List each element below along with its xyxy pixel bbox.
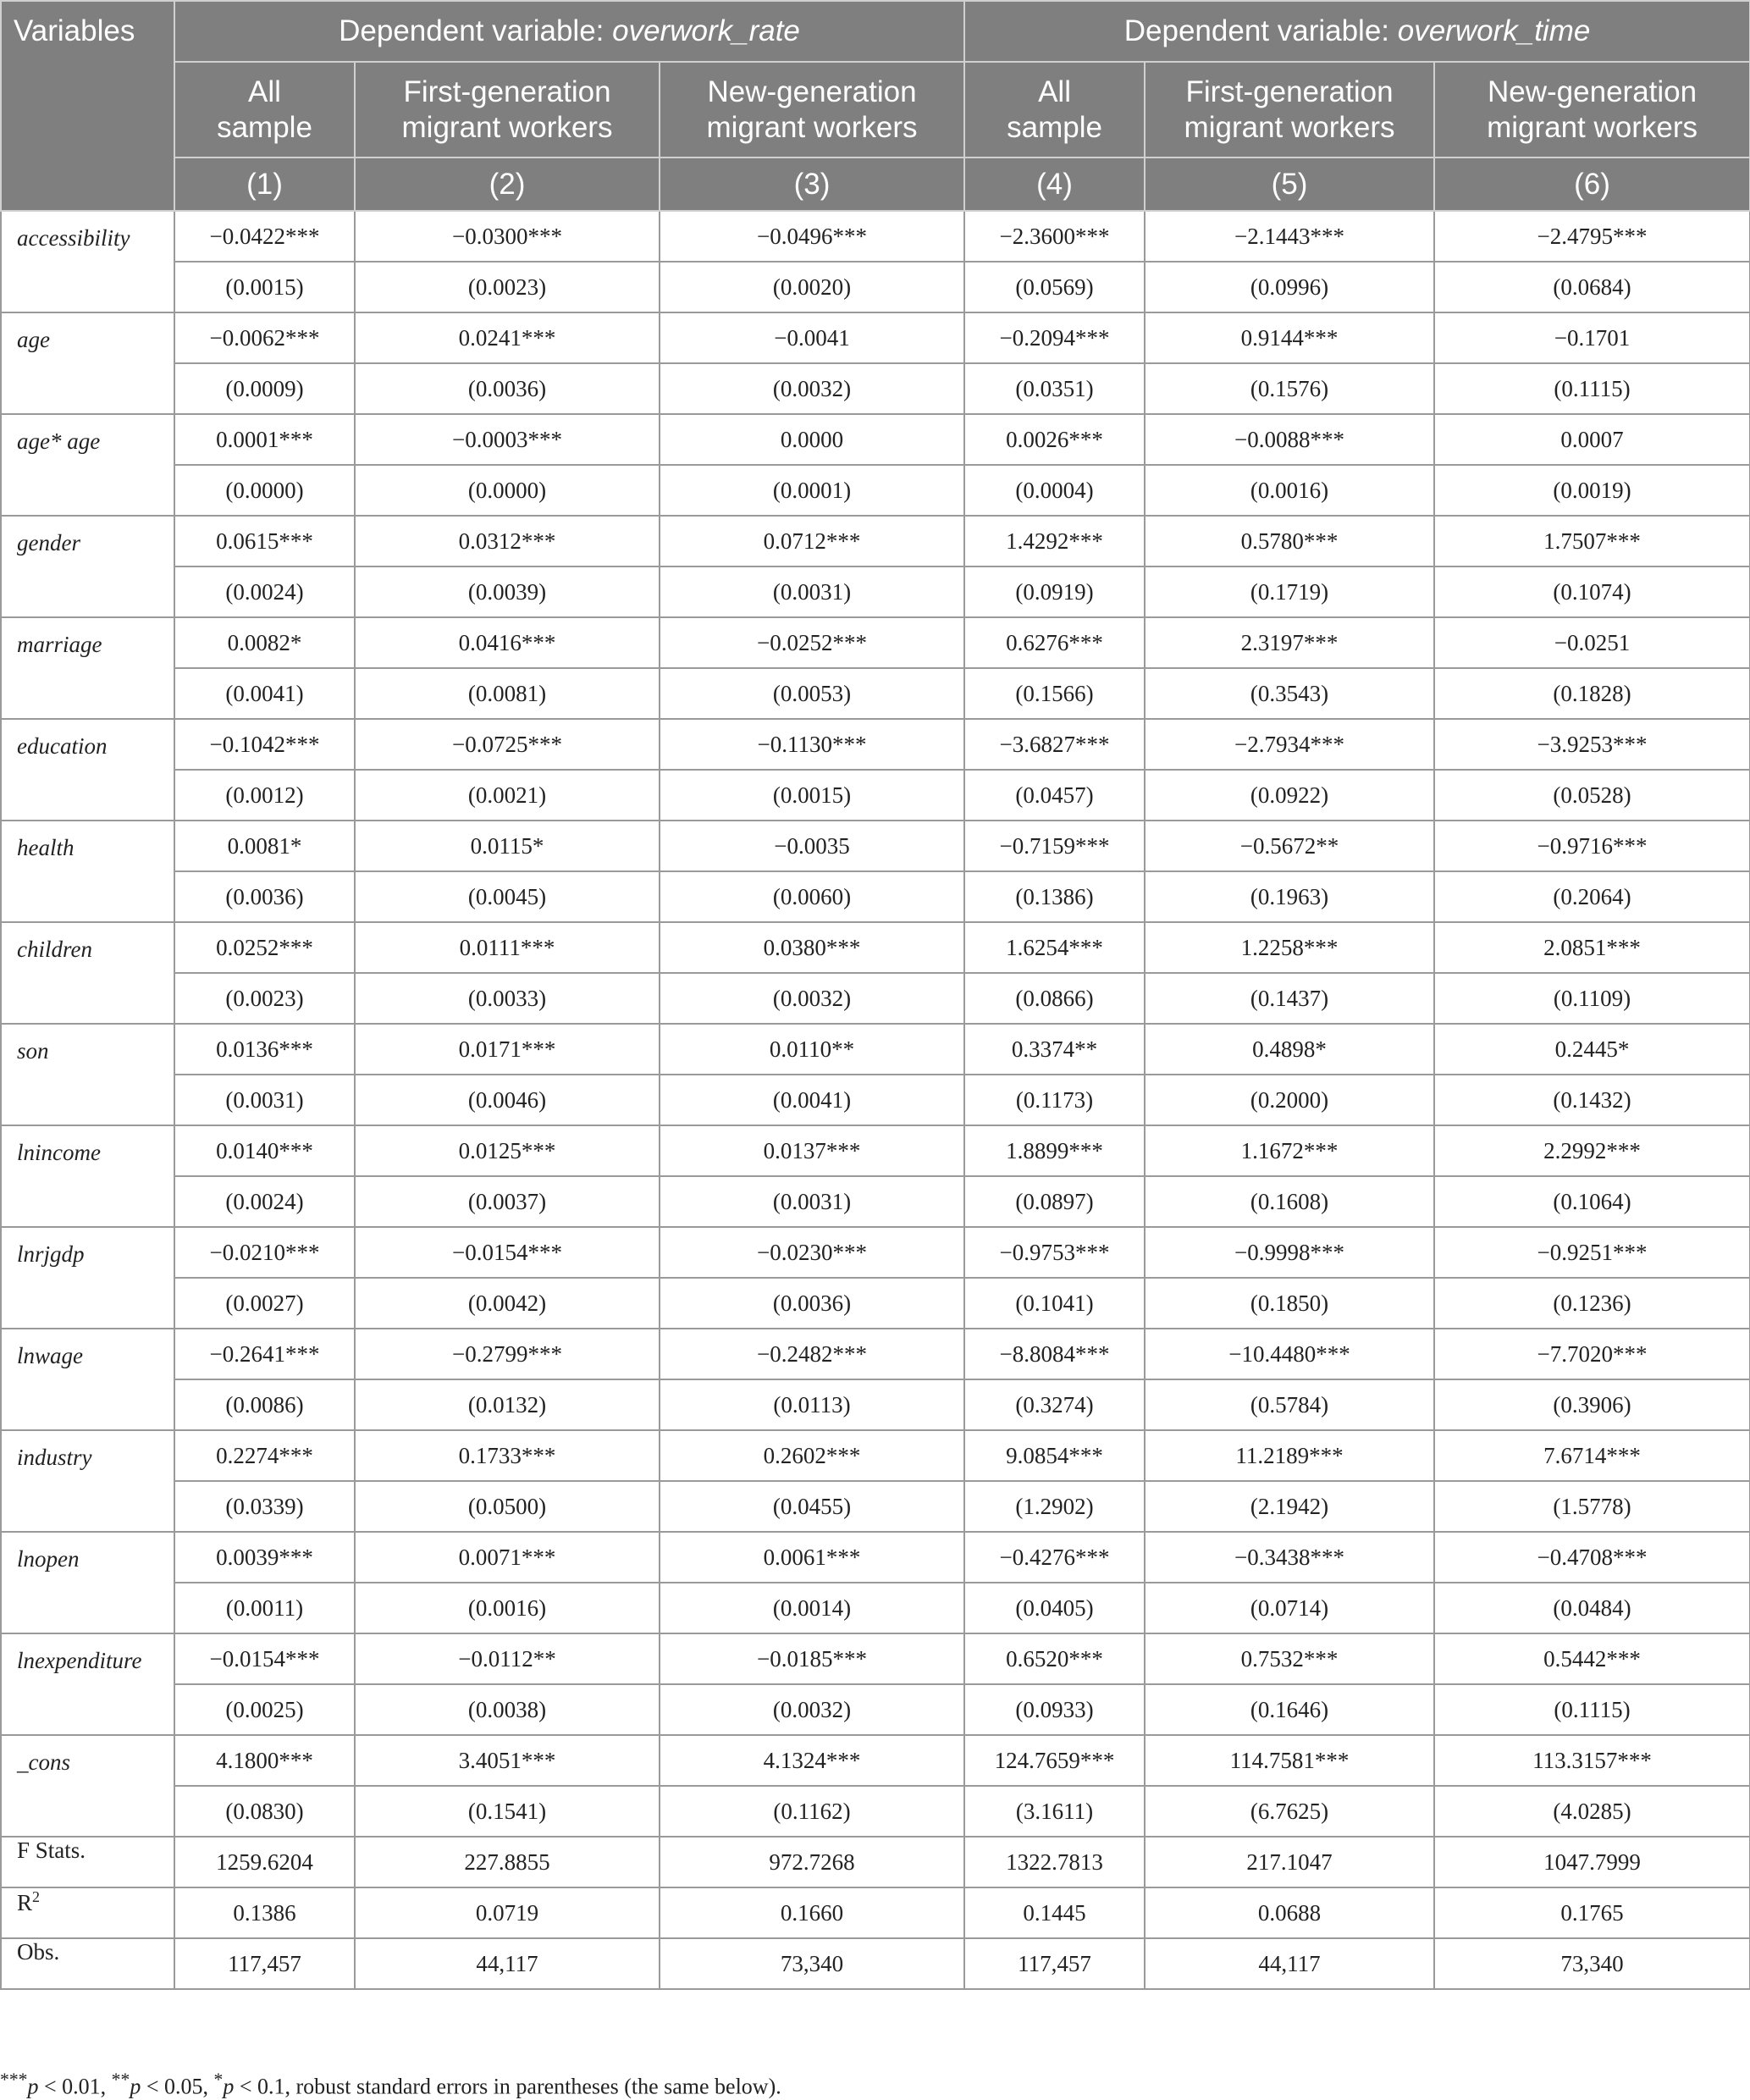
se-cell: (0.1386) [964,871,1145,922]
coef-cell: 1.4292*** [964,516,1145,566]
coef-cell: −0.1042*** [174,719,355,770]
se-row [1,1583,1750,1633]
coef-cell: 124.7659*** [964,1735,1145,1786]
coef-cell: −0.1130*** [660,719,964,770]
se-row [1,973,1750,1024]
coef-cell: 0.0171*** [355,1024,660,1075]
se-cell: (0.1236) [1434,1278,1750,1329]
coef-cell: 11.2189*** [1145,1430,1434,1481]
coef-cell: 0.0241*** [355,312,660,363]
coef-cell: −0.0210*** [174,1227,355,1278]
coef-cell: 0.0252*** [174,922,355,973]
se-row [1,770,1750,821]
header-row-subgroups [1,62,1750,158]
se-cell: (2.1942) [1145,1481,1434,1532]
se-cell: (0.1074) [1434,566,1750,617]
se-cell: (0.0046) [355,1075,660,1125]
coef-cell: 0.0136*** [174,1024,355,1075]
se-cell: (0.1162) [660,1786,964,1837]
coef-cell: −0.9998*** [1145,1227,1434,1278]
se-cell: (0.1064) [1434,1176,1750,1227]
se-cell: (0.0919) [964,566,1145,617]
coef-cell: −0.9716*** [1434,821,1750,871]
coef-cell: −0.1701 [1434,312,1750,363]
se-cell: (0.0027) [174,1278,355,1329]
column-number: (4) [964,158,1145,211]
stat-cell: 972.7268 [660,1837,964,1887]
stat-name: Obs. [1,1938,174,1989]
coef-cell: 0.0026*** [964,414,1145,465]
coef-cell: −0.3438*** [1145,1532,1434,1583]
se-cell: (0.0014) [660,1583,964,1633]
column-number: (2) [355,158,660,211]
coef-cell: −10.4480*** [1145,1329,1434,1379]
coef-cell: −2.7934*** [1145,719,1434,770]
se-cell: (0.0714) [1145,1583,1434,1633]
stat-cell: 73,340 [1434,1938,1750,1989]
se-cell: (0.1576) [1145,363,1434,414]
coef-row [1,1024,1750,1075]
subgroup-header: New-generation migrant workers [660,62,964,158]
coef-cell: 3.4051*** [355,1735,660,1786]
se-cell: (0.3274) [964,1379,1145,1430]
se-cell: (0.1608) [1145,1176,1434,1227]
coef-row [1,719,1750,770]
coef-cell: −0.2799*** [355,1329,660,1379]
coef-cell: −0.4276*** [964,1532,1145,1583]
se-cell: (0.1850) [1145,1278,1434,1329]
se-cell: (0.0041) [660,1075,964,1125]
coef-cell: −0.9251*** [1434,1227,1750,1278]
coef-cell: 4.1800*** [174,1735,355,1786]
stat-cell: 0.0719 [355,1887,660,1938]
coef-cell: −2.3600*** [964,211,1145,262]
coef-cell: −0.2641*** [174,1329,355,1379]
se-cell: (0.0132) [355,1379,660,1430]
se-cell: (0.0001) [660,465,964,516]
coef-cell: 9.0854*** [964,1430,1145,1481]
coef-row [1,821,1750,871]
se-row [1,1786,1750,1837]
coef-cell: −0.9753*** [964,1227,1145,1278]
se-cell: (0.0036) [660,1278,964,1329]
se-cell: (0.3906) [1434,1379,1750,1430]
variable-name: age* age [1,414,174,516]
se-cell: (0.0023) [174,973,355,1024]
coef-cell: 0.0000 [660,414,964,465]
coef-cell: −3.9253*** [1434,719,1750,770]
se-cell: (0.0042) [355,1278,660,1329]
se-cell: (1.2902) [964,1481,1145,1532]
coef-cell: −0.0230*** [660,1227,964,1278]
se-cell: (0.5784) [1145,1379,1434,1430]
stat-cell: 217.1047 [1145,1837,1434,1887]
coef-cell: −0.2094*** [964,312,1145,363]
coef-cell: 0.0001*** [174,414,355,465]
coef-row [1,922,1750,973]
coef-cell: 0.0039*** [174,1532,355,1583]
coef-cell: 2.2992*** [1434,1125,1750,1176]
coef-cell: 0.0125*** [355,1125,660,1176]
stat-cell: 0.1445 [964,1887,1145,1938]
coef-cell: −0.0088*** [1145,414,1434,465]
se-cell: (0.0036) [174,871,355,922]
coef-cell: 0.0082* [174,617,355,668]
coef-cell: 0.0110** [660,1024,964,1075]
coef-cell: −0.0035 [660,821,964,871]
coef-cell: −0.0251 [1434,617,1750,668]
se-row [1,1176,1750,1227]
coef-cell: 0.0081* [174,821,355,871]
se-cell: (0.0405) [964,1583,1145,1633]
variable-name: lnexpenditure [1,1633,174,1735]
stat-cell: 0.1765 [1434,1887,1750,1938]
coef-cell: 0.0071*** [355,1532,660,1583]
variables-header: Variables [1,1,174,211]
se-cell: (0.0009) [174,363,355,414]
coef-cell: 2.0851*** [1434,922,1750,973]
se-cell: (0.0484) [1434,1583,1750,1633]
se-cell: (0.0060) [660,871,964,922]
se-cell: (0.0033) [355,973,660,1024]
coef-cell: 0.2445* [1434,1024,1750,1075]
se-cell: (1.5778) [1434,1481,1750,1532]
coef-cell: 0.0007 [1434,414,1750,465]
se-row [1,1278,1750,1329]
coef-cell: 0.4898* [1145,1024,1434,1075]
stat-cell: 117,457 [964,1938,1145,1989]
se-cell: (0.0455) [660,1481,964,1532]
se-row [1,871,1750,922]
coef-row [1,211,1750,262]
stat-cell: 0.0688 [1145,1887,1434,1938]
coef-row [1,1735,1750,1786]
stat-cell: 0.1660 [660,1887,964,1938]
coef-cell: 0.0061*** [660,1532,964,1583]
se-cell: (0.0032) [660,363,964,414]
se-cell: (0.1109) [1434,973,1750,1024]
coef-cell: 1.7507*** [1434,516,1750,566]
se-cell: (0.1432) [1434,1075,1750,1125]
variable-name: gender [1,516,174,617]
se-cell: (0.0339) [174,1481,355,1532]
se-cell: (0.0015) [174,262,355,312]
variable-name: age [1,312,174,414]
coef-cell: 0.0416*** [355,617,660,668]
stat-name: $R^2$ [1,1887,174,1938]
coef-cell: 0.5442*** [1434,1633,1750,1684]
coef-cell: −3.6827*** [964,719,1145,770]
coef-cell: 0.0312*** [355,516,660,566]
se-cell: (0.0000) [174,465,355,516]
stats-row [1,1938,1750,1989]
variable-name: son [1,1024,174,1125]
coef-cell: −0.0185*** [660,1633,964,1684]
coef-row [1,312,1750,363]
se-cell: (0.2064) [1434,871,1750,922]
se-cell: (0.1828) [1434,668,1750,719]
subgroup-header: All sample [174,62,355,158]
coef-cell: −0.0725*** [355,719,660,770]
coef-cell: −2.4795*** [1434,211,1750,262]
se-cell: (0.0500) [355,1481,660,1532]
stat-cell: 1322.7813 [964,1837,1145,1887]
variable-name: industry [1,1430,174,1532]
se-cell: (0.0032) [660,1684,964,1735]
stat-cell: 73,340 [660,1938,964,1989]
variable-name: lnopen [1,1532,174,1633]
coef-cell: 1.1672*** [1145,1125,1434,1176]
coef-cell: 0.0137*** [660,1125,964,1176]
coef-row [1,1227,1750,1278]
variable-name: marriage [1,617,174,719]
coef-cell: −7.7020*** [1434,1329,1750,1379]
se-cell: (0.0081) [355,668,660,719]
se-cell: (0.3543) [1145,668,1434,719]
coef-cell: 2.3197*** [1145,617,1434,668]
coef-cell: −0.0154*** [355,1227,660,1278]
coef-cell: 0.2602*** [660,1430,964,1481]
stat-name: F Stats. [1,1837,174,1887]
se-row [1,1379,1750,1430]
se-row [1,566,1750,617]
coef-cell: −2.1443*** [1145,211,1434,262]
coef-cell: −0.0154*** [174,1633,355,1684]
se-cell: (0.1541) [355,1786,660,1837]
coef-row [1,1633,1750,1684]
se-cell: (0.1719) [1145,566,1434,617]
table-header [1,1,1750,211]
stat-cell: 117,457 [174,1938,355,1989]
coef-cell: −0.5672** [1145,821,1434,871]
coef-cell: −0.0252*** [660,617,964,668]
se-cell: (0.0897) [964,1176,1145,1227]
coef-cell: 1.2258*** [1145,922,1434,973]
se-cell: (0.0086) [174,1379,355,1430]
se-cell: (0.0457) [964,770,1145,821]
se-cell: (0.0000) [355,465,660,516]
se-cell: (6.7625) [1145,1786,1434,1837]
se-cell: (0.0528) [1434,770,1750,821]
stat-cell: 227.8855 [355,1837,660,1887]
column-number: (1) [174,158,355,211]
coef-cell: 0.0140*** [174,1125,355,1176]
coef-cell: 0.0111*** [355,922,660,973]
se-cell: (0.0113) [660,1379,964,1430]
se-cell: (0.0031) [660,566,964,617]
table-footnote: ***p < 0.01, **p < 0.05, *p < 0.1, robust standard errors in parentheses (the same below). [0,2070,781,2099]
coef-cell: 1.6254*** [964,922,1145,973]
coef-cell: −0.0003*** [355,414,660,465]
se-cell: (0.1041) [964,1278,1145,1329]
column-number: (6) [1434,158,1750,211]
variable-name: lnrjgdp [1,1227,174,1329]
se-cell: (0.0004) [964,465,1145,516]
se-row [1,363,1750,414]
coef-cell: 0.1733*** [355,1430,660,1481]
se-cell: (0.0053) [660,668,964,719]
variable-name: health [1,821,174,922]
variable-name: accessibility [1,211,174,312]
coef-cell: −0.0496*** [660,211,964,262]
variable-name: education [1,719,174,821]
se-cell: (0.0037) [355,1176,660,1227]
header-row-groups [1,1,1750,62]
se-cell: (0.0996) [1145,262,1434,312]
se-cell: (0.0038) [355,1684,660,1735]
se-cell: (0.0019) [1434,465,1750,516]
se-cell: (0.0045) [355,871,660,922]
se-cell: (0.1115) [1434,1684,1750,1735]
coef-cell: 0.6276*** [964,617,1145,668]
coef-cell: −0.0062*** [174,312,355,363]
stat-cell: 44,117 [355,1938,660,1989]
se-cell: (0.0036) [355,363,660,414]
se-cell: (0.0933) [964,1684,1145,1735]
se-cell: (0.0016) [1145,465,1434,516]
se-cell: (0.0351) [964,363,1145,414]
subgroup-header: New-generation migrant workers [1434,62,1750,158]
se-cell: (0.0041) [174,668,355,719]
coef-row [1,414,1750,465]
se-cell: (0.0021) [355,770,660,821]
coef-row [1,617,1750,668]
coef-cell: −0.0300*** [355,211,660,262]
se-cell: (0.0569) [964,262,1145,312]
subgroup-header: All sample [964,62,1145,158]
coef-row [1,1329,1750,1379]
se-cell: (4.0285) [1434,1786,1750,1837]
se-cell: (0.0025) [174,1684,355,1735]
column-number: (3) [660,158,964,211]
coef-cell: −0.7159*** [964,821,1145,871]
se-cell: (0.0031) [174,1075,355,1125]
se-cell: (0.0024) [174,1176,355,1227]
coef-row [1,516,1750,566]
se-cell: (0.0031) [660,1176,964,1227]
se-cell: (0.1115) [1434,363,1750,414]
se-cell: (0.0866) [964,973,1145,1024]
se-cell: (0.0684) [1434,262,1750,312]
coef-cell: 0.0712*** [660,516,964,566]
se-cell: (3.1611) [964,1786,1145,1837]
coef-cell: −0.0422*** [174,211,355,262]
se-cell: (0.0032) [660,973,964,1024]
subgroup-header: First-generation migrant workers [355,62,660,158]
stat-cell: 44,117 [1145,1938,1434,1989]
se-cell: (0.0023) [355,262,660,312]
se-cell: (0.1963) [1145,871,1434,922]
se-row [1,1481,1750,1532]
se-cell: (0.1437) [1145,973,1434,1024]
se-cell: (0.1173) [964,1075,1145,1125]
stats-row [1,1837,1750,1887]
coef-cell: 1.8899*** [964,1125,1145,1176]
coef-cell: 0.0115* [355,821,660,871]
se-row [1,465,1750,516]
coef-cell: 0.9144*** [1145,312,1434,363]
group-header-overwork-rate: Dependent variable: overwork_rate [174,1,964,62]
se-cell: (0.0016) [355,1583,660,1633]
se-cell: (0.0830) [174,1786,355,1837]
stat-cell: 1259.6204 [174,1837,355,1887]
subgroup-header: First-generation migrant workers [1145,62,1434,158]
se-cell: (0.1566) [964,668,1145,719]
se-cell: (0.0020) [660,262,964,312]
coef-cell: 7.6714*** [1434,1430,1750,1481]
coef-cell: 0.7532*** [1145,1633,1434,1684]
se-row [1,262,1750,312]
se-row [1,668,1750,719]
se-cell: (0.2000) [1145,1075,1434,1125]
coef-cell: −0.0112** [355,1633,660,1684]
coef-row [1,1430,1750,1481]
variable-name: lnincome [1,1125,174,1227]
coef-cell: 0.5780*** [1145,516,1434,566]
se-cell: (0.0011) [174,1583,355,1633]
coef-row [1,1125,1750,1176]
se-cell: (0.0922) [1145,770,1434,821]
coef-cell: −0.2482*** [660,1329,964,1379]
coef-cell: 113.3157*** [1434,1735,1750,1786]
stat-cell: 1047.7999 [1434,1837,1750,1887]
coef-cell: −8.8084*** [964,1329,1145,1379]
coef-cell: −0.0041 [660,312,964,363]
se-cell: (0.0015) [660,770,964,821]
se-cell: (0.0039) [355,566,660,617]
se-row [1,1684,1750,1735]
se-cell: (0.1646) [1145,1684,1434,1735]
header-row-column-numbers [1,158,1750,211]
coef-row [1,1532,1750,1583]
table-body [1,211,1750,1989]
se-cell: (0.0012) [174,770,355,821]
coef-cell: 0.2274*** [174,1430,355,1481]
se-cell: (0.0024) [174,566,355,617]
coef-cell: 0.0615*** [174,516,355,566]
coef-cell: −0.4708*** [1434,1532,1750,1583]
stats-row [1,1887,1750,1938]
variable-name: lnwage [1,1329,174,1430]
variable-name: _cons [1,1735,174,1837]
coef-cell: 4.1324*** [660,1735,964,1786]
column-number: (5) [1145,158,1434,211]
se-row [1,1075,1750,1125]
stat-cell: 0.1386 [174,1887,355,1938]
coef-cell: 0.3374** [964,1024,1145,1075]
group-header-overwork-time: Dependent variable: overwork_time [964,1,1750,62]
coef-cell: 114.7581*** [1145,1735,1434,1786]
coef-cell: 0.6520*** [964,1633,1145,1684]
variable-name: children [1,922,174,1024]
coef-cell: 0.0380*** [660,922,964,973]
